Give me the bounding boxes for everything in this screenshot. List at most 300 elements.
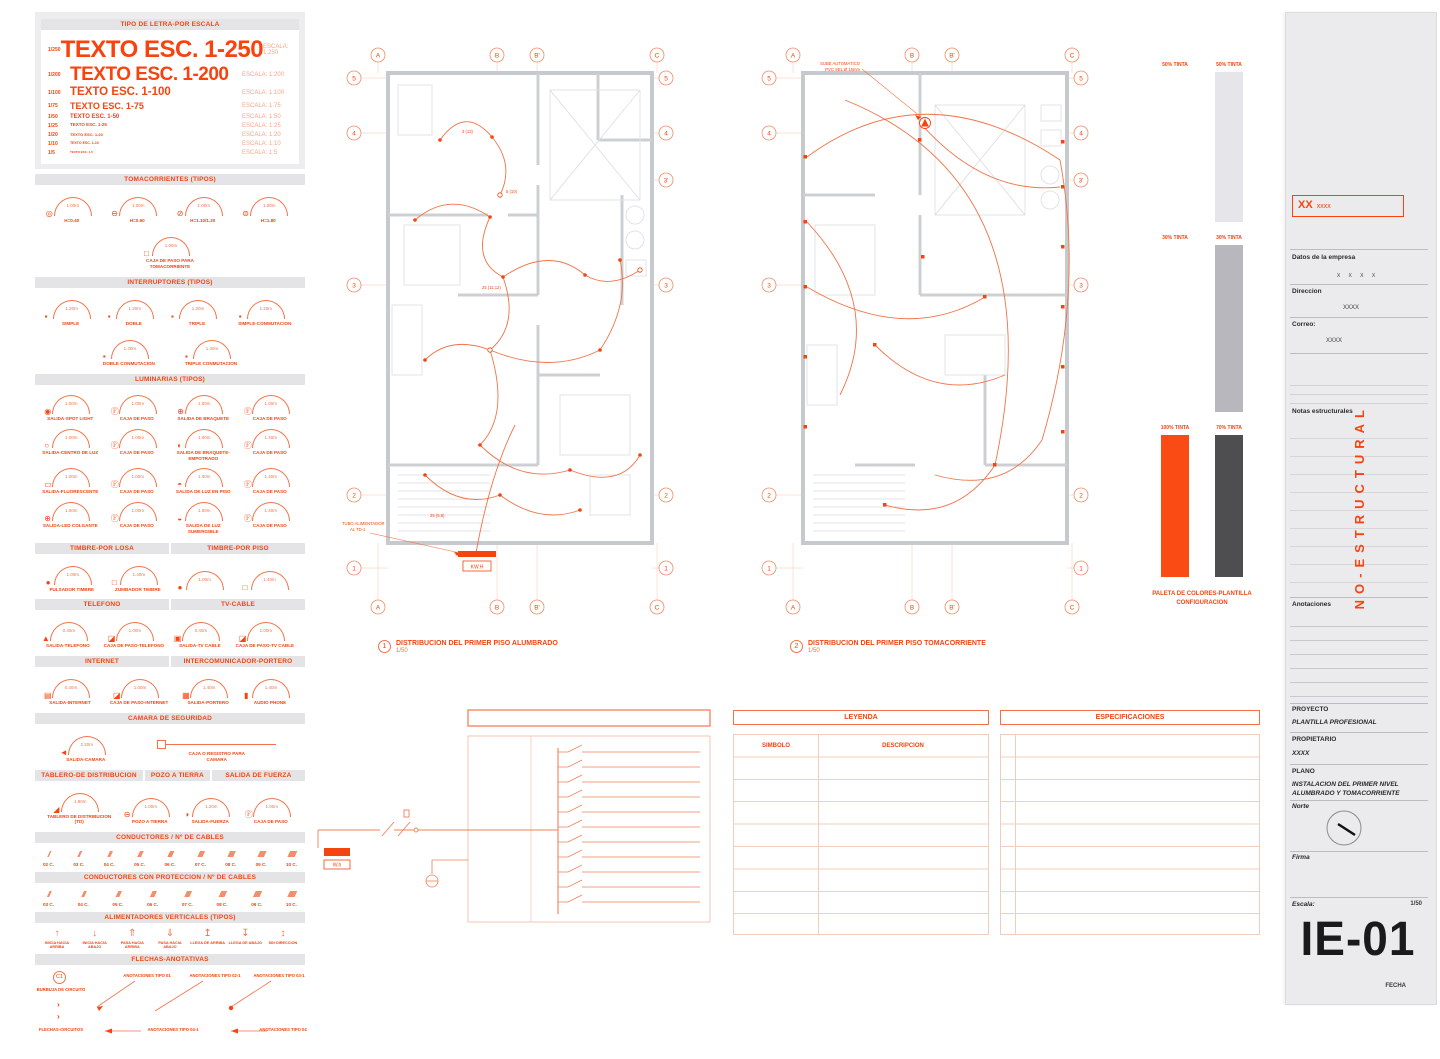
svg-text:1: 1 bbox=[352, 565, 356, 573]
svg-text:AL TD-1: AL TD-1 bbox=[350, 527, 366, 532]
scale-escala-label: ESCALA: 1:20 bbox=[242, 131, 281, 138]
scale-sample-text: TEXTO ESC. 1-75 bbox=[70, 100, 144, 111]
email-value: XXXX bbox=[1326, 338, 1343, 344]
legend-symbol: 1.00m ⊖ H=0.60 bbox=[115, 193, 159, 224]
svg-text:C: C bbox=[1069, 52, 1075, 60]
legend-symbol: 0.40m ▲ SALIDA-TELEFONO bbox=[46, 618, 90, 649]
no-estructural-banner: NO-ESTRUCTURAL bbox=[1351, 404, 1367, 610]
single-line-diagram bbox=[308, 702, 718, 947]
svg-text:B': B' bbox=[949, 52, 955, 60]
vertical-feeder-symbol: ⇑ PASA HACIA ARRIBA bbox=[120, 927, 144, 949]
fuerza-row bbox=[35, 781, 305, 827]
text-scale-row bbox=[48, 123, 292, 129]
hatch-ticks-icon: ///////// bbox=[253, 889, 260, 899]
hatch-ticks-icon: ///// bbox=[116, 889, 120, 899]
hatch-ticks-icon: //// bbox=[107, 849, 111, 859]
plan1-scale: 1/50 bbox=[396, 647, 408, 654]
grid-lines bbox=[361, 62, 659, 600]
light-fixture-icon: Ⓕ bbox=[110, 407, 119, 417]
conduit-arc-icon: 0.40m ▲ bbox=[46, 618, 90, 641]
legend-symbol: 1.00m ◪ CAJA DE PASO-TELEFONO bbox=[104, 618, 165, 649]
legend-symbol: 1.40m ▦ SALIDA-PORTERO bbox=[186, 675, 230, 706]
sld-meter bbox=[318, 830, 350, 869]
svg-text:4: 4 bbox=[767, 130, 771, 138]
scale-sample-text: TEXTO ESC. 1-25 bbox=[70, 122, 107, 128]
legend-panel bbox=[35, 12, 307, 1032]
plan-value-line1: INSTALACION DEL PRIMER NIVEL bbox=[1292, 781, 1399, 788]
scale-escala-label: ESCALA: 1:25 bbox=[242, 122, 281, 129]
conduit-arc-icon: 1.00m ◒ bbox=[181, 498, 225, 521]
fuerza-headers bbox=[35, 765, 305, 781]
annotation-label: ANOTACIONES TIPO 04-1 bbox=[147, 1026, 199, 1032]
walls bbox=[388, 73, 652, 543]
vertical-feeder-symbol: ⇓ PASA HACIA ABAJO bbox=[158, 927, 182, 949]
light-fixture-icon: ◐ bbox=[177, 440, 183, 450]
svg-text:5 (10): 5 (10) bbox=[506, 189, 517, 194]
conduit-arc-icon: 0.40m ▤ bbox=[48, 675, 92, 698]
sld-panel-box bbox=[468, 736, 710, 922]
power-icon: Ⓕ bbox=[244, 810, 253, 820]
palette-rows bbox=[1152, 62, 1252, 577]
hatch-ticks-icon: /////// bbox=[184, 889, 190, 899]
text-scale-row bbox=[48, 87, 292, 99]
legend-symbol: 1.00m ◎ H=0.40 bbox=[50, 193, 94, 224]
camara-title: CAMARA DE SEGURIDAD bbox=[35, 713, 305, 724]
conductor-count-symbol: ///// 05 C. bbox=[112, 889, 124, 907]
conduit-arc-icon: 1.00m ● bbox=[50, 562, 94, 585]
wiring-open-nodes bbox=[488, 193, 642, 352]
alimentadores-title: ALIMENTADORES VERTICALES (TIPOS) bbox=[35, 912, 305, 923]
flechas-title: FLECHAS-ANOTATIVAS bbox=[35, 954, 305, 965]
switch-icon: ▪ bbox=[44, 311, 48, 321]
svg-text:B: B bbox=[494, 604, 500, 612]
floor-plan-alumbrado bbox=[340, 45, 680, 630]
conductor-count-symbol: ///////// 09 C. bbox=[251, 889, 263, 907]
legend-symbol: 1.00m ⊜ H=1.80 bbox=[246, 193, 290, 224]
palette-row bbox=[1152, 235, 1252, 412]
conductor-count-symbol: //// 04 C. bbox=[103, 849, 115, 867]
scale-escala-label: ESCALA: 1:250 bbox=[263, 44, 289, 56]
conductores-proteccion-title: CONDUCTORES CON PROTECCION / Nº DE CABLES bbox=[35, 872, 305, 883]
portero-title: INTERCOMUNICADOR-PORTERO bbox=[171, 656, 305, 667]
legend-symbol: 1.20m ▪ DOBLE bbox=[112, 296, 156, 327]
bell-icon: □ bbox=[242, 583, 248, 593]
hatch-ticks-icon: //// bbox=[81, 889, 85, 899]
internet-title: INTERNET bbox=[35, 656, 169, 667]
conductor-count-symbol: ////// 06 C. bbox=[147, 889, 159, 907]
feeder-arrow-icon: ↓ bbox=[92, 927, 98, 939]
tint-swatch bbox=[1215, 435, 1243, 577]
tint-swatch bbox=[1215, 72, 1243, 222]
tv-cable-title: TV-CABLE bbox=[171, 599, 305, 610]
hatch-ticks-icon: // bbox=[47, 849, 50, 859]
hatch-ticks-icon: //////// bbox=[219, 889, 225, 899]
svg-text:3: 3 bbox=[664, 282, 668, 290]
conduit-arc-icon: 1.00m ○ bbox=[48, 425, 92, 448]
annotation-label: ANOTACIONES TIPO 03-1 bbox=[253, 972, 305, 978]
svg-text:TUBO ALIMENTADOR: TUBO ALIMENTADOR bbox=[342, 521, 385, 526]
project-value: PLANTILLA PROFESIONAL bbox=[1292, 719, 1377, 726]
svg-text:1: 1 bbox=[664, 565, 668, 573]
legend-symbol: 0.40m ▤ SALIDA-INTERNET bbox=[48, 675, 92, 706]
svg-text:3: 3 bbox=[352, 282, 356, 290]
luminarias-grid bbox=[35, 385, 305, 537]
structural-notes-label: Notas estructurales bbox=[1292, 408, 1353, 415]
sld-branch-breakers bbox=[558, 745, 700, 902]
grid-bubbles bbox=[762, 48, 1088, 614]
conduit-arc-icon: 1.00m ▭ bbox=[48, 464, 92, 487]
conductor-count-symbol: /////// 07 C. bbox=[181, 889, 193, 907]
scale-fraction: 1/20 bbox=[48, 131, 58, 138]
salida-fuerza-title: SALIDA DE FUERZA bbox=[212, 770, 305, 781]
light-fixture-icon: Ⓕ bbox=[110, 440, 119, 450]
plan1-number-bubble: 1 bbox=[378, 640, 391, 653]
project-label: PROYECTO bbox=[1292, 706, 1329, 713]
legend-symbol: 1.00m Ⓕ CAJA DE PASO bbox=[104, 464, 171, 495]
feeder-arrow-icon: ↑ bbox=[54, 927, 60, 939]
sheet-code: IE-01 bbox=[1300, 910, 1416, 966]
conduit-arc-icon: 1.20m ▪ bbox=[243, 296, 287, 319]
svg-text:25 (11,12): 25 (11,12) bbox=[482, 285, 501, 290]
comm-outlet-icon: ◪ bbox=[238, 634, 247, 644]
circuit-bubble-label: BURBUJA DE CIRCUITO bbox=[36, 986, 86, 992]
conduit-arc-icon: 1.00m ◐ bbox=[181, 425, 225, 448]
plan2-number-bubble: 2 bbox=[790, 640, 803, 653]
conduit-arc-icon: 1.00m Ⓕ bbox=[115, 464, 159, 487]
legend-symbol: 1.40m □ ZUMBADOR TIMBRE bbox=[115, 562, 161, 593]
title-block bbox=[1285, 12, 1437, 1005]
light-fixture-icon: ◒ bbox=[177, 514, 183, 524]
legend-symbol: 1.40m ▪ DOBLE CONMUTACION bbox=[103, 336, 155, 367]
light-fixture-icon: ○ bbox=[44, 440, 50, 450]
vertical-feeder-symbol: ↕ SIN DIRECCION bbox=[268, 927, 298, 945]
light-fixture-icon: Ⓕ bbox=[110, 480, 119, 490]
light-fixture-icon: ⊕ bbox=[44, 514, 51, 524]
svg-text:1: 1 bbox=[767, 565, 771, 573]
junction-box-icon: □ bbox=[144, 249, 149, 259]
legend-symbol bbox=[177, 567, 226, 593]
svg-text:KW.H: KW.H bbox=[470, 564, 484, 571]
vertical-feeder-symbol: ↥ LLEGA DE ARRIBA bbox=[190, 927, 225, 945]
hatch-ticks-icon: ///////// bbox=[257, 849, 265, 859]
conductores-title: CONDUCTORES / Nº DE CABLES bbox=[35, 832, 305, 843]
conduit-arc-icon: 1.00m Ⓕ bbox=[115, 498, 159, 521]
tomacorrientes-caja-row bbox=[35, 225, 305, 271]
conductores-proteccion-row bbox=[35, 883, 305, 907]
signature-label: Firma bbox=[1292, 854, 1310, 861]
conductores-row bbox=[35, 843, 305, 867]
conduit-arc-icon: 1.80m ◢ bbox=[57, 789, 101, 812]
scale-sample-text: TEXTO ESC. 1-10 bbox=[70, 140, 99, 145]
legend-symbol bbox=[242, 567, 291, 593]
flechas-leader-lines bbox=[35, 967, 305, 1059]
conduit-arc-icon: 1.20m ▪ bbox=[49, 296, 93, 319]
circuit-arrows-label: FLECHAS-CIRCUITOS bbox=[38, 1026, 84, 1032]
conductor-count-symbol: //////// 08 C. bbox=[216, 889, 228, 907]
palette-caption: PALETA DE COLORES-PLANTILLA CONFIGURACION bbox=[1152, 591, 1252, 606]
conductor-count-symbol: /////// 07 C. bbox=[194, 849, 206, 867]
telefono-tv-headers bbox=[35, 594, 305, 610]
legend-symbol: 1.20m ◑ SALIDA-FUERZA bbox=[188, 794, 232, 825]
conductor-count-symbol: ////////// 10 C. bbox=[286, 849, 297, 867]
comm-outlet-icon: ▤ bbox=[43, 691, 52, 701]
pozo-title: POZO A TIERRA bbox=[145, 770, 210, 781]
legend-symbol: 1.00m ⊕ SALIDA DE BRAQUETE bbox=[170, 391, 237, 422]
circuit-chevron-icon: › bbox=[57, 1011, 60, 1021]
svg-text:4: 4 bbox=[664, 130, 668, 138]
tint-label: 50% TINTA bbox=[1216, 62, 1242, 68]
legend-symbol: 1.00m ▭ SALIDA-FLUORESCENTE bbox=[37, 464, 104, 495]
grid-labels bbox=[767, 53, 1083, 612]
comm-outlet-icon: ◪ bbox=[113, 691, 121, 701]
switch-icon: ▪ bbox=[102, 352, 106, 362]
leyenda-col-descripcion: DESCRIPCION bbox=[882, 743, 924, 749]
conduit-arc-icon: 1.40m □ bbox=[116, 562, 160, 585]
svg-text:4: 4 bbox=[352, 130, 356, 138]
svg-text:2: 2 bbox=[664, 492, 668, 500]
leyenda-col-simbolo: SIMBOLO bbox=[762, 743, 790, 749]
grid-lines bbox=[776, 62, 1074, 600]
sld-main-feed bbox=[318, 810, 558, 836]
conduit-arc-icon: 1.00m ● bbox=[182, 567, 226, 590]
svg-text:A: A bbox=[375, 52, 381, 60]
owner-label: PROPIETARIO bbox=[1292, 736, 1337, 743]
wiring-circuits bbox=[807, 100, 1069, 510]
conductor-count-symbol: // 02 C. bbox=[43, 849, 54, 867]
feeder-arrow-icon: ↧ bbox=[241, 927, 250, 939]
feeder-note bbox=[342, 521, 385, 532]
conduit-arc-icon: 1.00m ◪ bbox=[243, 618, 287, 641]
svg-text:PVC SEL Ø 15mm: PVC SEL Ø 15mm bbox=[825, 67, 860, 72]
leyenda-title: LEYENDA bbox=[733, 710, 989, 725]
svg-text:2: 2 bbox=[1079, 492, 1083, 500]
vertical-feeder-symbol: ↑ INICIA HACIA ARRIBA bbox=[44, 927, 70, 949]
tomacorrientes-row bbox=[35, 185, 305, 226]
furniture bbox=[807, 105, 1061, 531]
sld-title-bar bbox=[468, 710, 710, 726]
legend-symbol: 1.00m ⊕ SALIDA-LED COLGANTE bbox=[37, 498, 104, 534]
annotation-label: ANOTACIONES TIPO 04 bbox=[259, 1026, 307, 1032]
scale-value: 1/50 bbox=[1410, 901, 1422, 907]
svg-text:5: 5 bbox=[664, 75, 668, 83]
svg-text:5: 5 bbox=[767, 75, 771, 83]
conductor-count-symbol: ////////// 10 C. bbox=[285, 889, 297, 907]
legend-symbol: 1.40m Ⓕ CAJA DE PASO bbox=[237, 464, 304, 495]
scale-sample-text: TEXTO ESC. 1-5 bbox=[70, 150, 93, 154]
text-scale-row bbox=[48, 102, 292, 111]
plan2-title bbox=[790, 640, 986, 654]
outlet-icon: ⊖ bbox=[111, 208, 118, 218]
color-palette bbox=[1152, 62, 1252, 608]
svg-text:SUBE AUTOMATICO: SUBE AUTOMATICO bbox=[820, 61, 860, 66]
grid-labels bbox=[352, 53, 668, 612]
vertical-feeder-symbol: ↧ LLEGA DE ABAJO bbox=[228, 927, 262, 945]
scale-escala-label: ESCALA: 1:75 bbox=[242, 103, 281, 109]
svg-text:B': B' bbox=[949, 604, 955, 612]
camera-icon: ◄ bbox=[59, 747, 68, 757]
feeder-arrow-icon: ⇓ bbox=[165, 927, 175, 939]
conduit-arc-icon: 1.40m Ⓕ bbox=[248, 425, 292, 448]
conductor-count-symbol: //// 04 C. bbox=[77, 889, 89, 907]
text-scale-section bbox=[35, 12, 305, 169]
legend-symbol: 1.00m Ⓕ CAJA DE PASO bbox=[104, 391, 171, 422]
address-value: XXXX bbox=[1342, 305, 1359, 311]
svg-text:3 (13): 3 (13) bbox=[462, 129, 473, 134]
conduit-arc-icon: 1.00m ⊖ bbox=[115, 193, 159, 216]
legend-symbol: 1.20m ▪ SIMPLE-CONMUTACION bbox=[238, 296, 291, 327]
light-fixture-icon: Ⓕ bbox=[243, 440, 252, 450]
scale-escala-label: ESCALA: 1:50 bbox=[242, 113, 281, 120]
legend-symbol: 1.20m ▪ SIMPLE bbox=[49, 296, 93, 327]
legend-symbol: 1.80m ◢ TABLERO DE DISTRIBUCION (TD) bbox=[47, 789, 111, 825]
tint-label: 70% TINTA bbox=[1216, 425, 1242, 431]
timbre-headers bbox=[35, 538, 305, 554]
vertical-feeder-symbol: ↓ INICIA HACIA ABAJO bbox=[82, 927, 107, 949]
conduit-arc-icon: 1.20m ◑ bbox=[188, 794, 232, 817]
plan2-scale: 1/50 bbox=[808, 647, 820, 654]
project-code-box: XX xxxx bbox=[1292, 195, 1404, 217]
hatch-ticks-icon: ///// bbox=[137, 849, 142, 859]
legend-symbol: 1.40m ▪ TRIPLE CONMUTACION bbox=[185, 336, 237, 367]
tint-label: 100% TINTA bbox=[1160, 425, 1190, 431]
telefono-tv-row bbox=[35, 610, 305, 651]
camara-row bbox=[35, 724, 305, 765]
timbre-row bbox=[35, 554, 305, 595]
circuit-chevron-icon: › bbox=[57, 999, 60, 1009]
plan1-title bbox=[378, 640, 558, 654]
legend-symbol: 1.00m Ⓕ CAJA DE PASO bbox=[104, 425, 171, 461]
light-fixture-icon: ⊕ bbox=[177, 407, 184, 417]
conduit-arc-icon: 1.00m ⊕ bbox=[181, 391, 225, 414]
svg-text:C: C bbox=[654, 604, 660, 612]
legend-symbol: 1.00m ○ SALIDA-CENTRO DE LUZ bbox=[37, 425, 104, 461]
conduit-arc-icon: 1.00m ⊘ bbox=[181, 193, 225, 216]
scale-escala-label: ESCALA: 1:100 bbox=[242, 89, 285, 96]
bell-icon: ● bbox=[45, 577, 51, 587]
legend-symbol: 1.00m ◐ SALIDA DE BRAQUETE-EMPOTRADO bbox=[170, 425, 237, 461]
floor-plan-tomacorriente bbox=[755, 45, 1095, 630]
svg-text:B': B' bbox=[534, 604, 540, 612]
scale-sample-text: TEXTO ESC. 1-200 bbox=[70, 64, 229, 85]
comm-outlet-icon: ▮ bbox=[244, 691, 249, 701]
light-fixture-icon: ▭ bbox=[44, 480, 52, 490]
plan1-title-text: DISTRIBUCION DEL PRIMER PISO ALUMBRADO bbox=[396, 640, 558, 647]
text-scale-row bbox=[48, 65, 292, 84]
conduit-arc-icon: 1.00m ◉ bbox=[48, 391, 92, 414]
svg-text:3': 3' bbox=[1078, 177, 1084, 185]
date-label: FECHA bbox=[1385, 983, 1406, 989]
tint-swatch bbox=[1161, 245, 1189, 412]
sld-ground bbox=[426, 860, 468, 887]
camera-box-wire-icon bbox=[157, 740, 276, 749]
legend-symbol: 1.00m ● PULSADOR TIMBRE bbox=[49, 562, 94, 593]
tint-label: 50% TINTA bbox=[1162, 62, 1188, 68]
owner-value: XXXX bbox=[1292, 750, 1310, 757]
plan-value-line2: ALUMBRADO Y TOMACORRIENTE bbox=[1292, 790, 1400, 797]
svg-text:2: 2 bbox=[767, 492, 771, 500]
especificaciones-panel bbox=[1000, 710, 1260, 935]
interruptores-title: INTERRUPTORES (TIPOS) bbox=[35, 277, 305, 288]
interruptores-row1 bbox=[35, 288, 305, 329]
outlet-icon: ⊘ bbox=[176, 208, 184, 218]
especificaciones-title: ESPECIFICACIONES bbox=[1000, 710, 1260, 725]
legend-symbol: 1.00m ◉ SALIDA-SPOT LIGHT bbox=[37, 391, 104, 422]
legend-symbol: 1.00m Ⓕ CAJA DE PASO bbox=[104, 498, 171, 534]
interior-walls bbox=[388, 73, 652, 465]
legend-symbol: 1.40m Ⓕ CAJA DE PASO bbox=[237, 498, 304, 534]
svg-text:3: 3 bbox=[1079, 282, 1083, 290]
hatch-ticks-icon: ////////// bbox=[287, 849, 296, 859]
riser-note bbox=[820, 61, 861, 72]
comm-outlet-icon: ▦ bbox=[182, 691, 190, 701]
comm-outlet-icon: ◪ bbox=[107, 634, 116, 644]
conductor-count-symbol: //////// 08 C. bbox=[225, 849, 237, 867]
svg-text:A: A bbox=[375, 604, 381, 612]
power-icon: ◢ bbox=[53, 804, 60, 814]
svg-text:5: 5 bbox=[1079, 75, 1083, 83]
svg-text:B: B bbox=[909, 52, 915, 60]
hatch-ticks-icon: ////// bbox=[150, 889, 155, 899]
project-code: XX bbox=[1298, 199, 1313, 211]
scale-fraction: 1/250 bbox=[48, 47, 61, 53]
conduit-arc-icon: 1.40m Ⓕ bbox=[248, 464, 292, 487]
conduit-arc-icon: 1.00m ⊕ bbox=[48, 498, 92, 521]
grid-bubbles bbox=[347, 48, 673, 614]
svg-text:B: B bbox=[909, 604, 915, 612]
text-scale-row bbox=[48, 141, 292, 147]
scale-fraction: 1/200 bbox=[48, 71, 61, 78]
hatch-ticks-icon: ////// bbox=[167, 849, 173, 859]
legend-symbol: 1.00m ◪ CAJA DE PASO-INTERNET bbox=[110, 675, 168, 706]
conduit-arc-icon: 1.00m Ⓕ bbox=[249, 794, 293, 817]
tint-swatch bbox=[1161, 435, 1189, 577]
internet-portero-row bbox=[35, 667, 305, 708]
switch-icon: ▪ bbox=[170, 311, 174, 321]
hatch-ticks-icon: /// bbox=[47, 889, 50, 899]
scale-sample-text: TEXTO ESC. 1-250 bbox=[60, 36, 264, 63]
leyenda-panel bbox=[733, 710, 989, 935]
switch-icon: ▪ bbox=[238, 311, 242, 321]
tint-label: 30% TINTA bbox=[1162, 235, 1188, 241]
tablero-title: TABLERO-DE DISTRIBUCION bbox=[35, 770, 143, 781]
legend-symbol: 1.40m Ⓕ CAJA DE PASO bbox=[237, 425, 304, 461]
scale-fraction: 1/100 bbox=[48, 89, 61, 96]
scale-fraction: 1/10 bbox=[48, 140, 58, 147]
legend-symbol: 1.00m ◒ SALIDA DE LUZ SUMERGIBLE bbox=[170, 498, 237, 534]
legend-symbol: CAJA O REGISTRO PARA CAMARA bbox=[157, 740, 276, 762]
legend-symbol: 1.00m ◪ CAJA DE PASO-TV CABLE bbox=[236, 618, 294, 649]
conductor-count-symbol: ///// 05 C. bbox=[134, 849, 146, 867]
svg-text:C: C bbox=[1069, 604, 1075, 612]
legend-symbol: 1.00m Ⓕ CAJA DE PASO bbox=[249, 794, 293, 825]
scale-label: Escala: bbox=[1292, 901, 1315, 908]
hatch-ticks-icon: /// bbox=[77, 849, 80, 859]
legend-symbol: 1.00m Ⓕ CAJA DE PASO bbox=[237, 391, 304, 422]
light-fixture-icon: ◓ bbox=[177, 480, 183, 490]
feeder-arrow-icon: ↕ bbox=[280, 927, 286, 939]
scale-fraction: 1/25 bbox=[48, 122, 58, 129]
feeder-arrow-icon: ⇑ bbox=[128, 927, 137, 939]
text-scale-title: TIPO DE LETRA-POR ESCALA bbox=[41, 19, 299, 30]
conduit-arc-icon: 1.00m ◓ bbox=[181, 464, 225, 487]
interruptores-row2 bbox=[35, 328, 305, 369]
legend-symbol: 1.00m □ CAJA DE PASO PARA TOMACORRIENTE bbox=[138, 233, 202, 269]
conduit-arc-icon: 1.40m ▪ bbox=[107, 336, 151, 359]
text-scale-row bbox=[48, 150, 292, 156]
bell-icon: □ bbox=[111, 577, 117, 587]
svg-text:1: 1 bbox=[1079, 565, 1083, 573]
internet-portero-headers bbox=[35, 651, 305, 667]
